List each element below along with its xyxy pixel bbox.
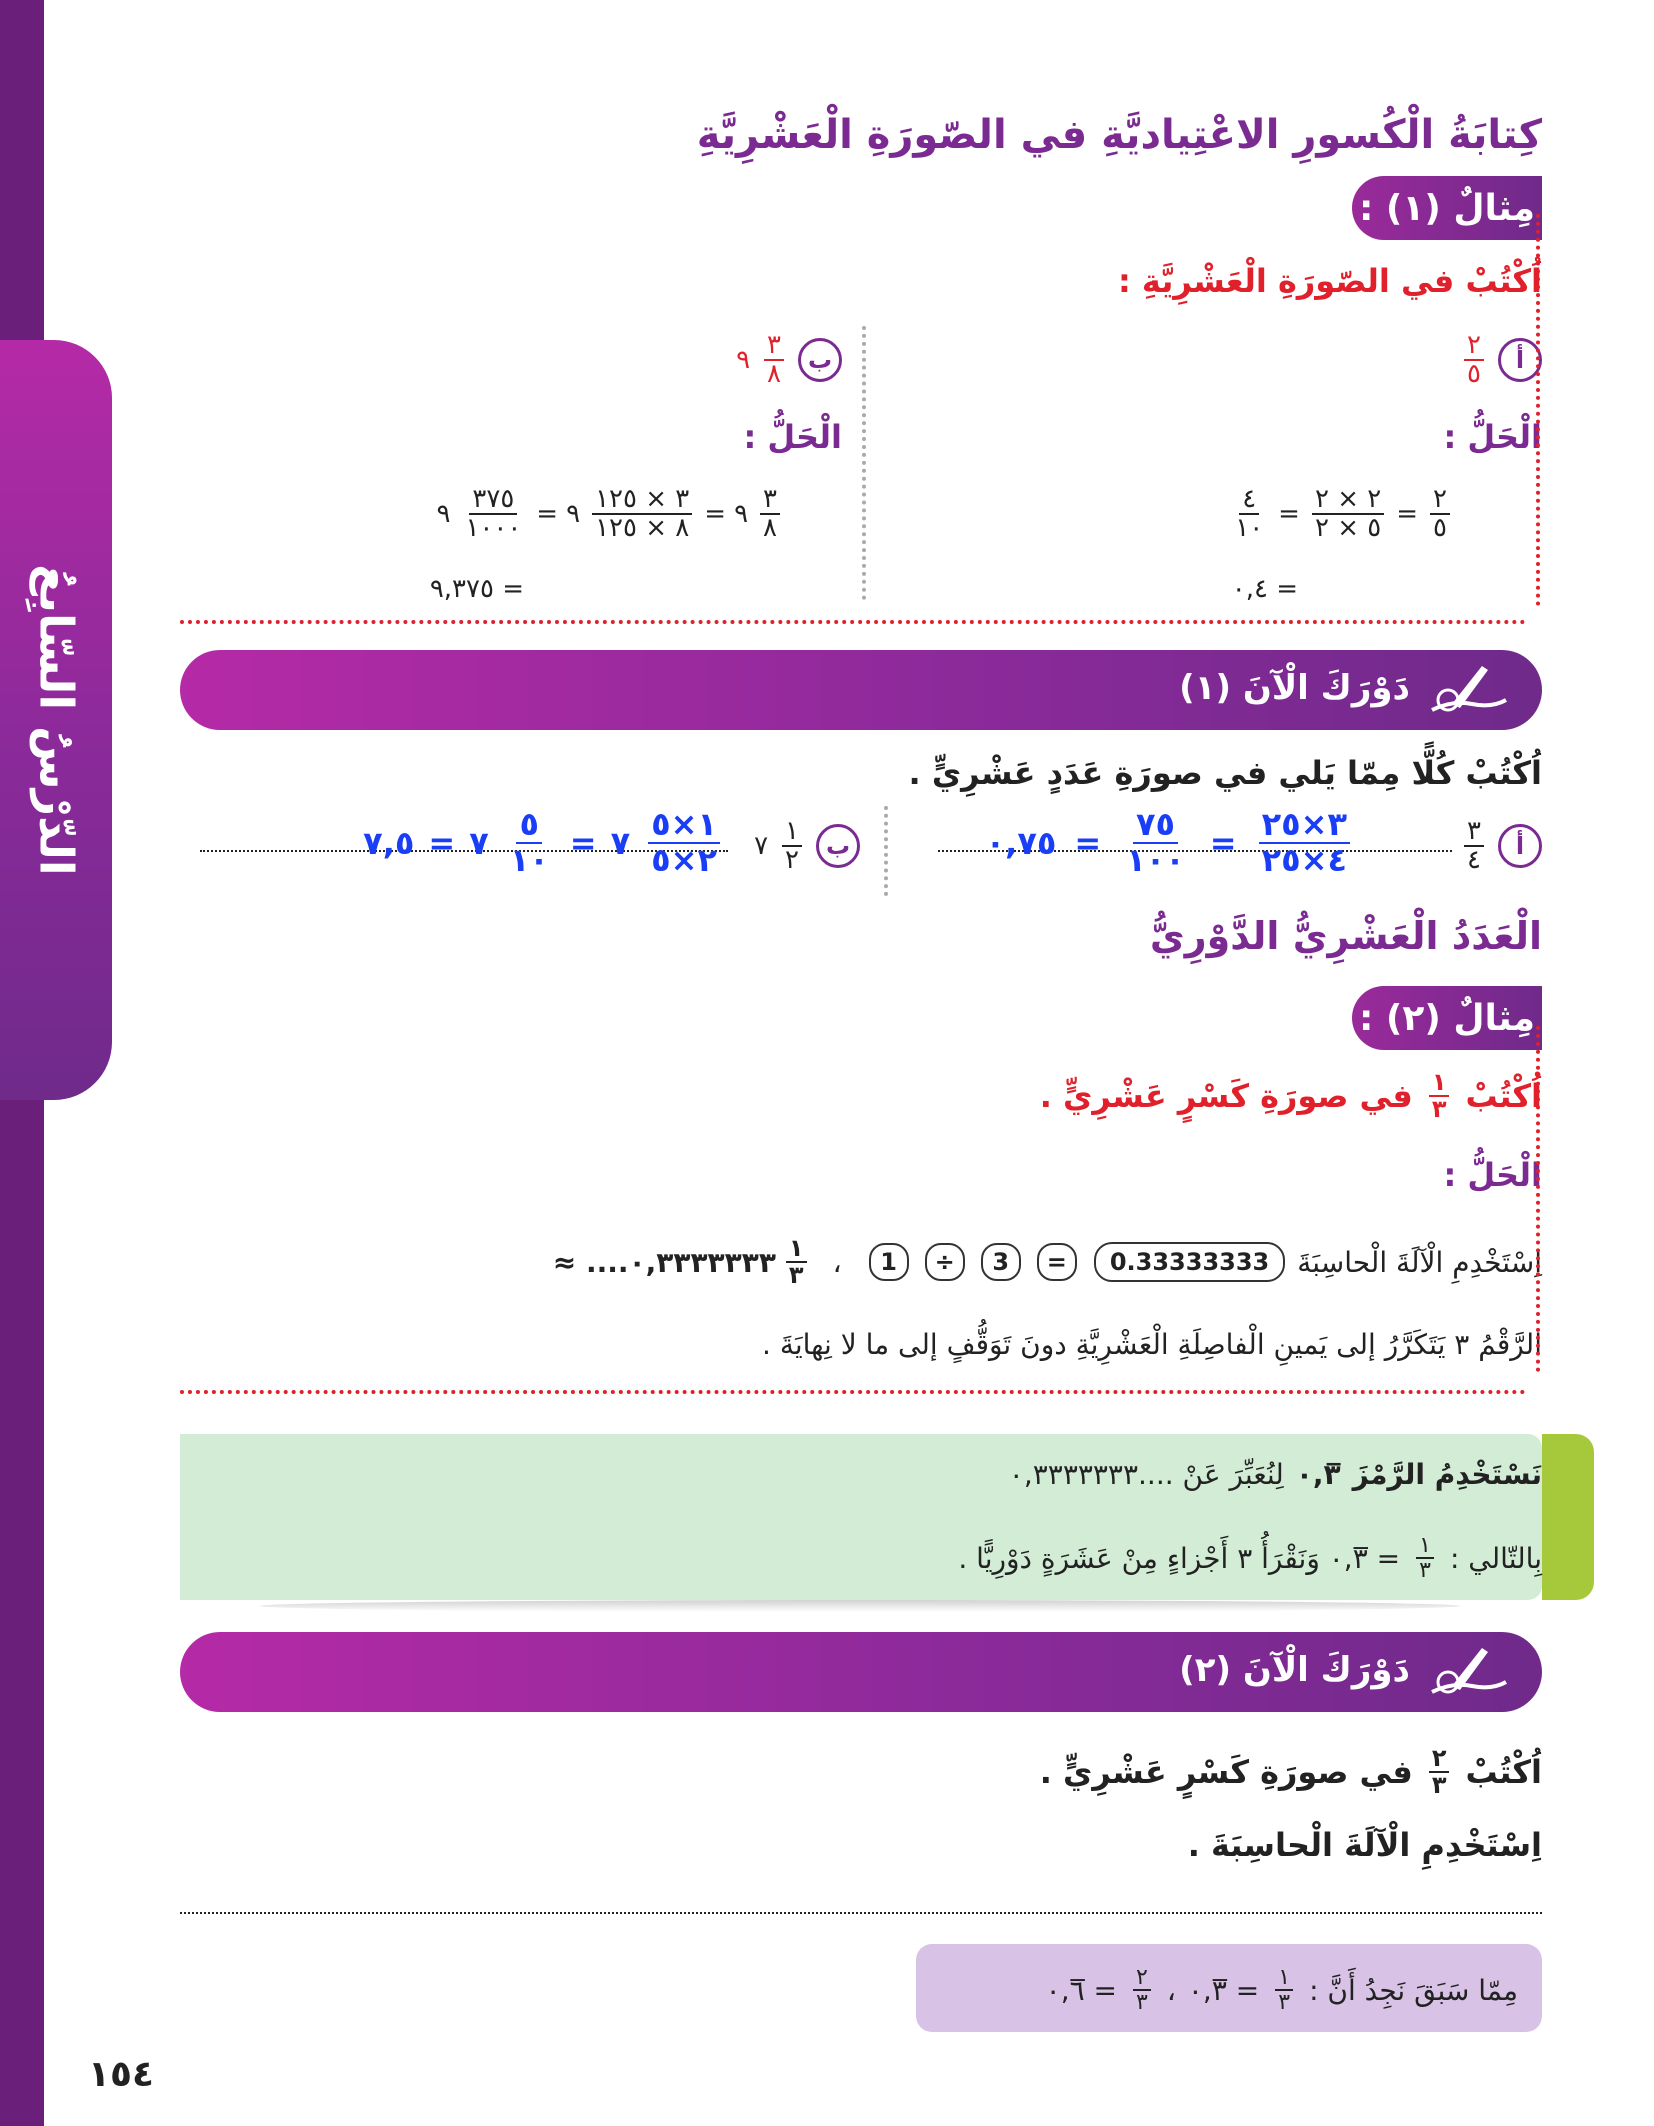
calc-key-3: 3 [981, 1243, 1021, 1281]
column-divider [862, 326, 866, 600]
note-accent-bar [1542, 1434, 1594, 1600]
practice1-divider [884, 806, 888, 896]
practice1-instruction: اُكْتُبْ كُلًّا مِمّا يَلي في صورَةِ عَدَدٍ عَشْرِيٍّ . [908, 754, 1542, 792]
part-a-letter: أ [1498, 338, 1542, 382]
section1-title: كِتابَةُ الْكُسورِ الاعْتِياديَّةِ في الصّورَةِ الْعَشْرِيَّةِ [696, 112, 1542, 158]
lesson-tab-label: الدّرْسُ السّابِعُ [30, 564, 84, 876]
example2-badge: مِثالٌ (٢) : [1352, 986, 1542, 1050]
calc-key-divide: ÷ [925, 1243, 965, 1281]
practice1-part-a [1460, 818, 1542, 875]
example1-instruction: اُكْتُبْ في الصّورَةِ الْعَشْرِيَّةِ : [1117, 262, 1542, 300]
practice1-part-b [754, 818, 860, 875]
calculator-line: اِسْتَخْدِمِ الْآلَةَ الْحاسِبَةَ 0.33333333 = 3 ÷ 1 ، $\frac{١}{٣}$ ٠,٣٣٣٣٣٣٣.... ≈ [552, 1234, 1542, 1290]
repeat-explanation: الرَّقْمُ ٣ يَتَكَرَّرُ إلى يَمينِ الْفاصِلَةِ الْعَشْرِيَّةِ دونَ تَوَقُّفٍ إلى ما لا نِهايَةَ . [762, 1328, 1542, 1361]
part-b-step1: $\frac{٣}{٨}$ ٩ = $\frac{٣ \times ١٢٥}{٨ \times ١٢٥}$ ٩ = $\frac{٣٧٥}{١٠٠٠}$ ٩ [436, 486, 784, 543]
practice2-banner [180, 1632, 1542, 1712]
part-b-fraction: $\frac{٣}{٨}$ [764, 332, 784, 389]
page-number: ١٥٤ [88, 2054, 154, 2095]
part-b-letter: ب [798, 338, 842, 382]
practice2-title: دَوْرَكَ الْآنَ (٢) [1179, 1650, 1410, 1690]
example1-frame-right [1536, 214, 1540, 606]
example2-solution-label: الْحَلُّ : [1443, 1156, 1542, 1194]
part-b-solution-label: الْحَلُّ : [743, 418, 842, 456]
example2-frame-bottom [180, 1390, 1526, 1394]
practice1-title: دَوْرَكَ الْآنَ (١) [1179, 668, 1410, 708]
practice2-calc-instruction: اِسْتَخْدِمِ الْآلَةَ الْحاسِبَةَ . [1187, 1826, 1542, 1864]
practice1-a-letter: أ [1498, 824, 1542, 868]
part-a-step2: = ٠,٤ [1231, 574, 1298, 604]
practice2-instruction: اُكْتُبْ $\frac{٢}{٣}$ في صورَةِ كَسْرٍ عَشْرِيٍّ . [1039, 1744, 1542, 1800]
practice1-b-handwriting: $\frac{١\times ٥}{٢\times ٥}$ ٧ = $\frac{٥}{١٠}$ ٧ = ٧,٥ [363, 808, 724, 877]
calc-instruction: اِسْتَخْدِمِ الْآلَةَ الْحاسِبَةَ [1297, 1245, 1542, 1279]
summary-line: مِمّا سَبَقَ نَجِدُ أَنَّ : $\frac{١}{٣}$ = ٠,٣̅ ، $\frac{٢}{٣}$ = ٠,٦̅ [1045, 1965, 1518, 2016]
practice1-b-fraction: $\frac{١}{٢}$ [782, 818, 802, 875]
practice1-b-letter: ب [816, 824, 860, 868]
practice1-a-fraction: $\frac{٣}{٤}$ [1464, 818, 1484, 875]
part-a-fraction: $\frac{٢}{٥}$ [1464, 332, 1484, 389]
hand-writing-icon [1422, 1642, 1512, 1702]
part-a-step1: $\frac{٢}{٥}$ = $\frac{٢ \times ٢}{٥ \times ٢}$ = $\frac{٤}{١٠}$ [1228, 486, 1454, 543]
example2-frame-right [1536, 1026, 1540, 1372]
example1-part-a [1460, 332, 1542, 389]
example2-instruction: اُكْتُبْ $\frac{١}{٣}$ في صورَةِ كَسْرٍ عَشْرِيٍّ . [1039, 1068, 1542, 1124]
part-b-whole: ٩ [736, 345, 751, 376]
section2-title: الْعَدَدُ الْعَشْرِيُّ الدَّوْرِيُّ [1149, 914, 1542, 958]
note-line1: نَسْتَخْدِمُ الرَّمْزَ ٠,٣̅ لِنُعَبِّرَ عَنْ ....٠,٣٣٣٣٣٣٣ [1008, 1458, 1542, 1491]
example1-badge: مِثالٌ (١) : [1352, 176, 1542, 240]
calculator-display: 0.33333333 [1094, 1242, 1285, 1282]
note-shadow [260, 1600, 1460, 1612]
calc-key-1: 1 [869, 1243, 909, 1281]
practice1-a-handwriting: $\frac{٣\times ٢٥}{٤\times ٢٥}$ = $\frac{٧٥}{١٠٠}$ = ٠,٧٥ [986, 808, 1354, 877]
example1-frame-bottom [180, 620, 1526, 624]
part-a-solution-label: الْحَلُّ : [1443, 418, 1542, 456]
example1-part-b [736, 332, 842, 389]
note-line2: بِالتّالي : $\frac{١}{٣}$ = ٠,٣̅ وَنَقْرَأُ ٣ أَجْزاءٍ مِنْ عَشَرَةٍ دَوْرِيًّا . [958, 1533, 1542, 1584]
lesson-tab-label-wrap [12, 380, 102, 1060]
practice1-banner [180, 650, 1542, 730]
practice2-answer-line [180, 1912, 1542, 1914]
calc-key-equals: = [1037, 1243, 1077, 1281]
approx-result: ٠,٣٣٣٣٣٣٣.... ≈ [552, 1245, 776, 1279]
practice1-b-whole: ٧ [754, 831, 769, 862]
hand-writing-icon [1422, 660, 1512, 720]
part-b-step2: = ٩,٣٧٥ [429, 574, 524, 604]
